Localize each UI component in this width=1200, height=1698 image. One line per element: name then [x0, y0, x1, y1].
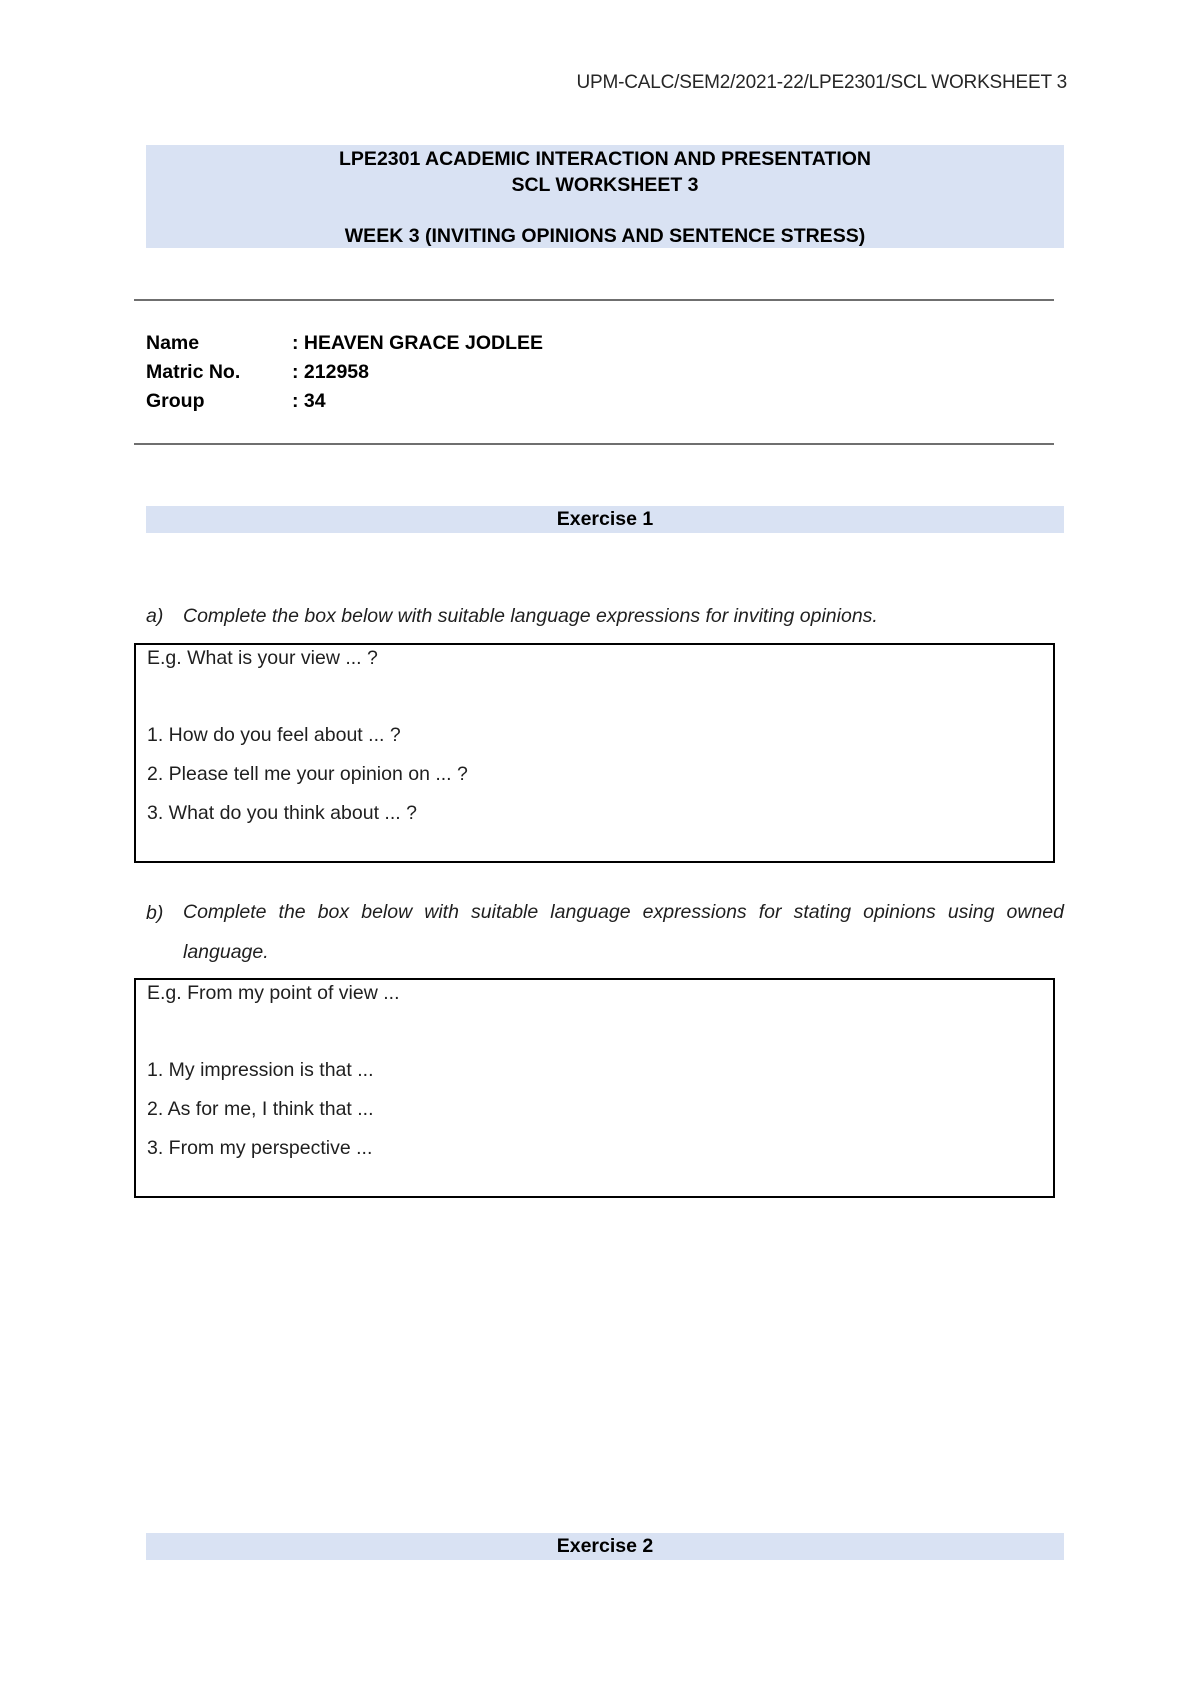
- question-b-marker: b): [146, 902, 164, 924]
- name-label: Name: [146, 332, 200, 354]
- answer-box-stating-opinions[interactable]: [134, 978, 1055, 1198]
- week-topic: WEEK 3 (INVITING OPINIONS AND SENTENCE STRESS): [344, 225, 866, 247]
- example-line: E.g. What is your view ... ?: [147, 647, 378, 669]
- question-a-marker: a): [146, 605, 164, 627]
- matric-value: : 212958: [292, 361, 369, 383]
- name-value: : HEAVEN GRACE JODLEE: [292, 332, 544, 354]
- worksheet-title-block: [146, 145, 1064, 248]
- group-label: Group: [146, 390, 205, 412]
- question-a-text: Complete the box below with suitable language expressions for inviting opinions.: [183, 605, 878, 627]
- example-line: E.g. From my point of view ...: [147, 982, 400, 1004]
- exercise-1-heading: Exercise 1: [146, 506, 1064, 533]
- question-b-text: Complete the box below with suitable language expressions for stating opinions using owned language.: [183, 901, 1064, 963]
- document-reference-header: UPM-CALC/SEM2/2021-22/LPE2301/SCL WORKSHEET 3: [576, 72, 1067, 93]
- worksheet-number: SCL WORKSHEET 3: [511, 174, 699, 196]
- answer-line: 3. What do you think about ... ?: [147, 802, 417, 824]
- answer-line: 1. My impression is that ...: [147, 1059, 374, 1081]
- matric-label: Matric No.: [146, 361, 241, 383]
- answer-box-inviting-opinions[interactable]: [134, 643, 1055, 863]
- divider-bottom: [134, 443, 1054, 445]
- group-value: : 34: [292, 390, 326, 412]
- answer-line: 2. Please tell me your opinion on ... ?: [147, 763, 468, 785]
- answer-line: 1. How do you feel about ... ?: [147, 724, 401, 746]
- answer-line: 2. As for me, I think that ...: [147, 1098, 374, 1120]
- course-title: LPE2301 ACADEMIC INTERACTION AND PRESENTATION: [339, 148, 871, 170]
- divider-top: [134, 299, 1054, 301]
- answer-line: 3. From my perspective ...: [147, 1137, 373, 1159]
- exercise-2-heading: Exercise 2: [146, 1533, 1064, 1560]
